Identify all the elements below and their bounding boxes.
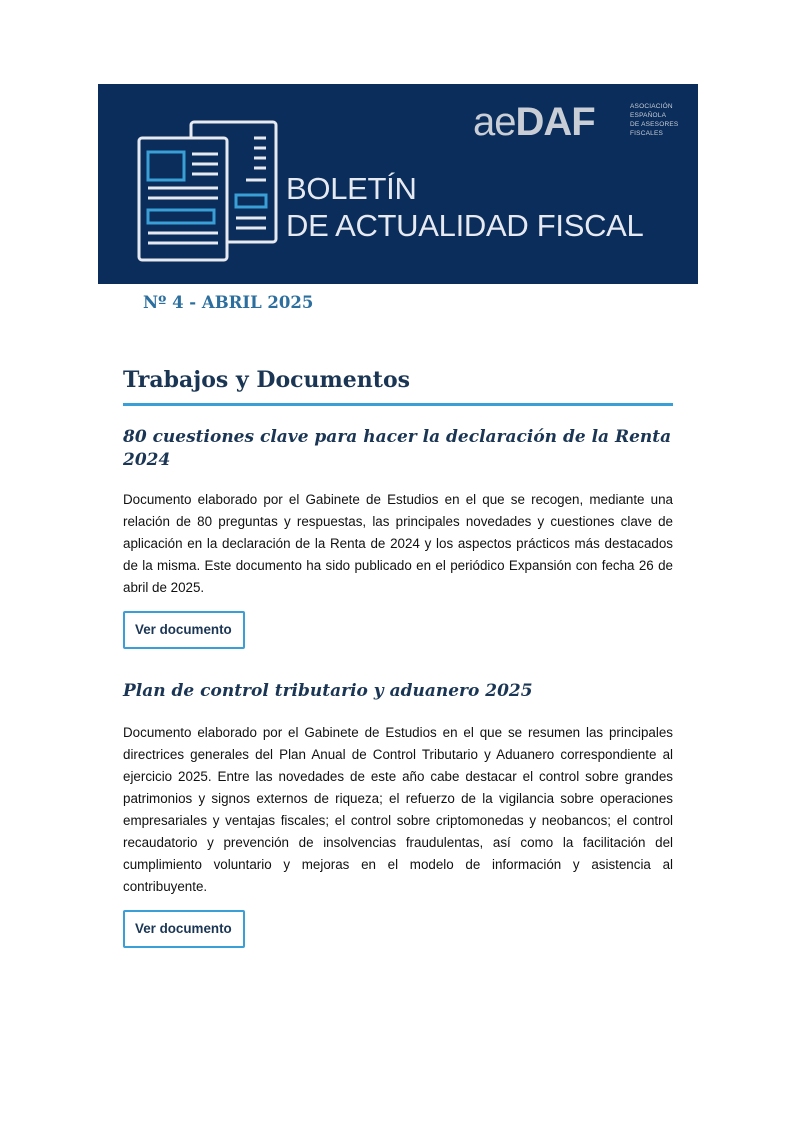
- section-title: Trabajos y Documentos: [123, 367, 411, 393]
- header-banner: [98, 84, 698, 284]
- article-body: Documento elaborado por el Gabinete de Estudios en el que se resumen las principales directrices generales del Plan Anual de Control Tributario y Aduanero correspondiente al ejercicio 2025. Entre las novedades de este año cabe destacar el control sobre grandes patrimonios y signos externos de riqueza; el refuerzo de la vigilancia sobre operaciones empresariales y ventajas fiscales; el control sobre criptomonedas y neobancos; el control recaudatorio y prevención de insolvencias fraudulentas, así como la facilitación del cumplimiento voluntario y mejoras en el modelo de información y asistencia al contribuyente.: [123, 725, 673, 894]
- bulletin-title-line2: DE ACTUALIDAD FISCAL: [286, 208, 644, 243]
- article-title: Plan de control tributario y aduanero 2025: [123, 681, 533, 701]
- issue-label: Nº 4 - ABRIL 2025: [143, 293, 314, 312]
- section-divider: [123, 403, 673, 406]
- logo-subtitle: ASOCIACIÓN ESPAÑOLA DE ASESORES FISCALES: [630, 103, 679, 137]
- article-title: 80 cuestiones clave para hacer la declaración de la Renta 2024: [123, 427, 672, 470]
- newspaper-documents-icon: [136, 120, 286, 265]
- view-document-button[interactable]: Ver documento: [123, 910, 245, 948]
- bulletin-title: [286, 170, 643, 244]
- logo-mark: aeDAF: [473, 100, 595, 144]
- article-body: Documento elaborado por el Gabinete de Estudios en el que se recogen, mediante una relación de 80 preguntas y respuestas, las principales novedades y cuestiones clave de aplicación en la declaración de la Renta de 2024 y los aspectos prácticos más destacados de la misma. Este documento ha sido publicado en el periódico Expansión con fecha 26 de abril de 2025.: [123, 492, 673, 595]
- view-document-button[interactable]: Ver documento: [123, 611, 245, 649]
- bulletin-title-line1: BOLETÍN: [286, 171, 417, 206]
